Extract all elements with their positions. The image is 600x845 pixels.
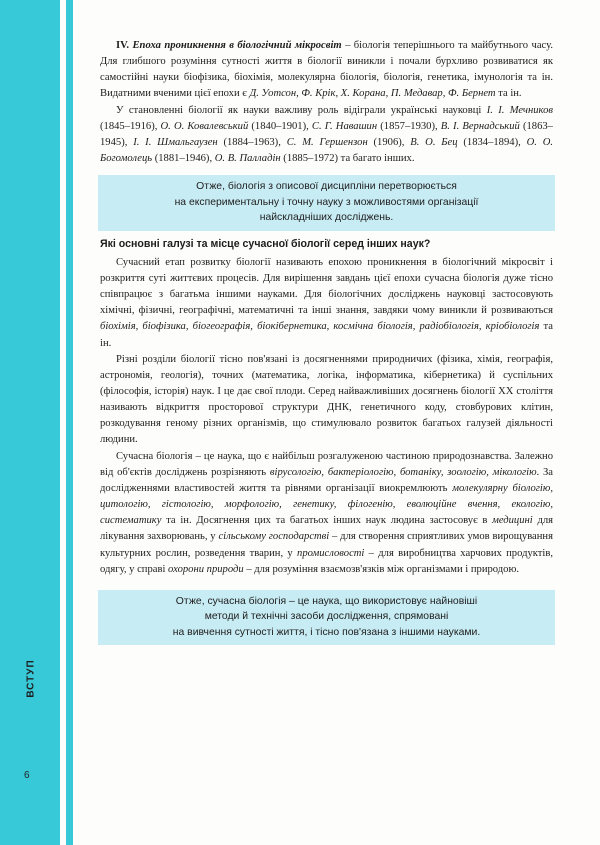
page-content	[100, 38, 553, 651]
paragraph-branches: Сучасна біологія – це наука, що є найбільш розгалуженою частиною природознавства. Залежно від об'єктів досліджень розрізняють вірусологію, бактеріологію, ботаніку, зоологію, мікологію. За дослідженнями властивостей життя та рівнями організації виокремлюють молекулярну біологію, цитологію, гістологію, морфологію, генетику, філогенію, еволюційне вчення, екологію, систематику та ін. Досягнення цих та багатьох інших наук людина застосовує в медицині для лікування захворювань, у сільському господарстві – для створення сприятливих умов вирощування культурних рослин, розведення тварин, у промисловості – для виробництва харчових продуктів, одягу, у справі охорони природи – для розуміння взаємозв'язків між організмами і природою.	[100, 450, 554, 575]
scientist-names: Д. Уотсон, Ф. Крік, Х. Корана, П. Медавар, Ф. Бернет	[249, 88, 496, 100]
callout-line: методи й технічні засоби дослідження, спрямовані	[204, 611, 449, 623]
page-number: 6	[24, 770, 30, 781]
branch-list: вірусологію, бактеріологію, ботаніку, зоологію, мікологію	[269, 466, 537, 478]
callout-line: на вивчення сутності життя, і тісно пов'язана з іншими науками.	[172, 626, 481, 638]
application-field: охорони природи	[168, 563, 244, 575]
summary-callout-2	[98, 590, 555, 646]
section-heading: Які основні галузі та місце сучасної біології серед інших наук?	[100, 237, 431, 250]
scientist-name: О. О. Ковалевський	[160, 120, 249, 132]
scientist-name: І. І. Шмальгаузен	[133, 136, 218, 148]
scientist-name: С. М. Гершензон	[286, 136, 368, 148]
paragraph-modern-stage: Сучасний етап розвитку біології називають епохою проникнення в біологічний мікросвіт і розкриття суті життєвих процесів. Для вирішення завдань цієї епохи сучасна біологія дуже тісно співпрацює з багатьма іншими науками. Для біологічних досліджень науковці застосовують хімічні, фізичні, географічні, математичні та інші знання, завдяки чому виникли й розвиваються біохімія, біофізика, біогеографія, біокібернетика, космічна біологія, радіобіологія, кріобіологія та ін.	[100, 256, 553, 349]
paragraph-related-sciences: Різні розділи біології тісно пов'язані із досягненнями природничих (фізика, хімія, географія, астрономія, геологія), точних (математика, логіка, інформатика, кібернетика) й суспільних (філософія, історія) наук. І це дає свої плоди. Серед найважливіших досягнень біології XX століття називають відкриття просторової структури ДНК, генетичного коду, стовбурових клітин, розкодування геному різних організмів, що стимулювало розвиток багатьох галузей діяльності людини.	[100, 353, 553, 446]
section-label-text: ВСТУП	[25, 658, 37, 698]
scientist-name: С. Г. Навашин	[311, 120, 378, 132]
sciences-list: біохімія, біофізика, біогеографія, біокібернетика, космічна біологія, радіобіологія, кріобіологія	[100, 321, 540, 333]
callout-line: на експериментальну і точну науку з можливостями організації	[174, 196, 479, 208]
left-color-band	[0, 0, 60, 845]
callout-line: Отже, сучасна біологія – це наука, що використовує найновіші	[175, 595, 478, 607]
application-field: сільському господарстві	[218, 531, 330, 543]
scientist-name: О. В. Палладін	[214, 153, 281, 165]
scientist-name: В. І. Вернадський	[440, 120, 520, 132]
scientist-name: І. І. Мечников	[486, 104, 553, 116]
summary-callout-1	[98, 175, 555, 231]
left-accent-stripe	[66, 0, 73, 845]
application-field: промисловості	[297, 547, 365, 559]
paragraph-epoch-iv: IV. Епоха проникнення в біологічний мікросвіт – біологія теперішнього та майбутнього часу. Для глибшого розуміння сутності життя в біології виникли і почали бурхливо розвиватися як самостійні науки біофізика, біохімія, молекулярна біологія, біологія, генетика, імунологія та ін. Видатними вченими цієї епохи є Д. Уотсон, Ф. Крік, Х. Корана, П. Медавар, Ф. Бернет та ін.	[100, 40, 553, 100]
callout-line: найскладніших досліджень.	[259, 212, 394, 224]
callout-line: Отже, біологія з описової дисципліни перетворюється	[196, 181, 457, 193]
epoch-title: Епоха проникнення в біологічний мікросвіт	[132, 40, 342, 51]
scientist-name: О. О. Богомолець	[100, 136, 553, 165]
branch-list: молекулярну біологію, цитологію, гістологію, морфологію, генетику, філогенію, еволюційне вчення, екологію, систематику	[100, 482, 553, 527]
section-label	[20, 648, 42, 708]
application-field: медицині	[492, 515, 533, 527]
scientist-name: В. О. Бец	[410, 136, 458, 148]
paragraph-ukrainian-scientists: У становленні біології як науки важливу роль відіграли українські науковці І. І. Мечников (1845–1916), О. О. Ковалевський (1840–1901), С. Г. Навашин (1857–1930), В. І. Вернадський (1863–1945), І. І. Шмальгаузен (1884–1963), С. М. Гершензон (1906), В. О. Бец (1834–1894), О. О. Богомолець (1881–1946), О. В. Палладін (1885–1972) та багато інших.	[100, 104, 553, 165]
